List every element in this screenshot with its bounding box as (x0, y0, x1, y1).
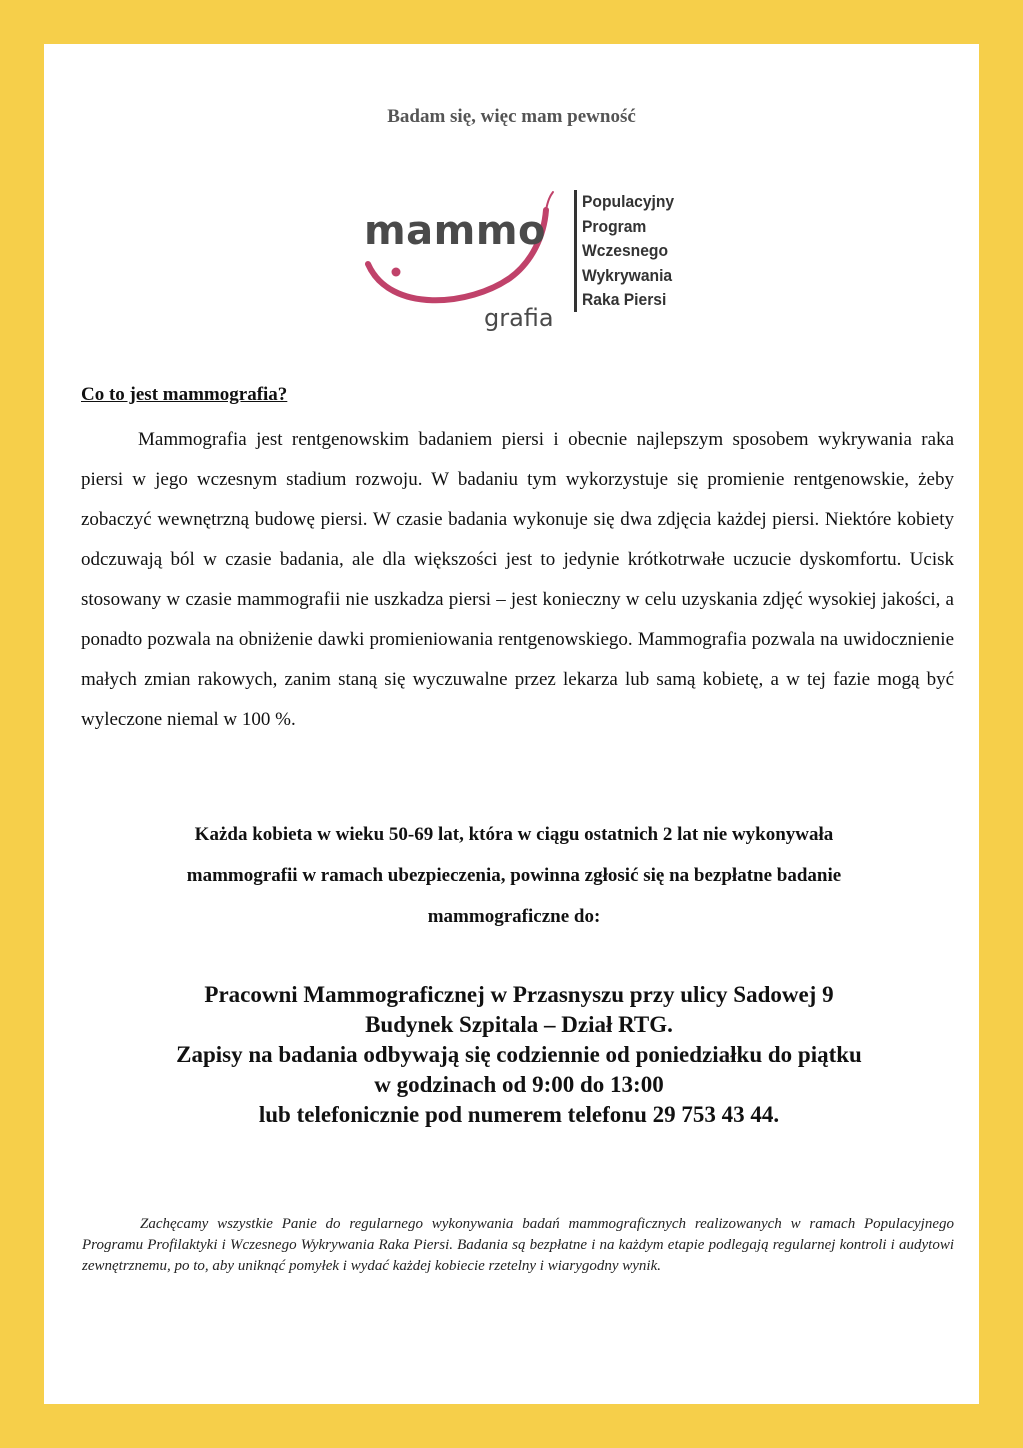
programme-line: Wczesnego (582, 241, 669, 260)
page-tagline: Badam się, więc mam pewność (387, 106, 636, 127)
section-title: Co to jest mammografia? (81, 384, 288, 405)
logo-word-grafia: grafia (484, 304, 554, 332)
eligibility-notice (104, 814, 924, 937)
contact-line: Zapisy na badania odbywają się codziennie od poniedziałku do piątku (176, 1042, 862, 1067)
programme-line: Populacyjny (582, 192, 675, 211)
eligibility-line: Każda kobieta w wieku 50-69 lat, która w ciągu ostatnich 2 lat nie wykonywała (194, 824, 834, 845)
footer-note: Zachęcamy wszystkie Panie do regularnego wykonywania badań mammograficznych realizowanych w ramach Populacyjnego Programu Profilaktyki i Wczesnego Wykrywania Raka Piersi. Badania są bezpłatne i na każdym etapie podlegają regularnej kontroli i audytowi zewnętrznemu, po to, aby uniknąć pomyłek i wydać każdej kobiecie rzetelny i wiarygodny wynik. (82, 1216, 954, 1274)
contact-line: Pracowni Mammograficznej w Przasnyszu przy ulicy Sadowej 9 (204, 982, 834, 1007)
contact-line: Budynek Szpitala – Dział RTG. (365, 1012, 673, 1037)
logo-word-mammo: mammo (364, 208, 547, 254)
mammografia-logo (360, 186, 690, 336)
logo-divider (574, 190, 577, 312)
programme-line: Raka Piersi (582, 290, 667, 309)
programme-line: Wykrywania (582, 265, 673, 285)
contact-info (44, 980, 994, 1130)
eligibility-line: mammografii w ramach ubezpieczenia, powinna zgłosić się na bezpłatne badanie (186, 865, 842, 886)
document-page (44, 44, 979, 1404)
eligibility-line: mammograficzne do: (427, 906, 601, 927)
logo-programme-name (582, 190, 682, 313)
contact-line: w godzinach od 9:00 do 13:00 (374, 1072, 664, 1097)
intro-paragraph: Mammografia jest rentgenowskim badaniem piersi i obecnie najlepszym sposobem wykrywania raka piersi w jego wczesnym stadium rozwoju. W badaniu tym wykorzystuje się promienie rentgenowskie, żeby zobaczyć wewnętrzną budowę piersi. W czasie badania wykonuje się dwa zdjęcia każdej piersi. Niektóre kobiety odczuwają ból w czasie badania, ale dla większości jest to jedynie krótkotrwałe uczucie dyskomfortu. Ucisk stosowany w czasie mammografii nie uszkadza piersi – jest konieczny w celu uzyskania zdjęć wysokiej jakości, a ponadto pozwala na obniżenie dawki promieniowania rentgenowskiego. Mammografia pozwala na uwidocznienie małych zmian rakowych, zanim staną się wyczuwalne przez lekarza lub samą kobietę, a w tej fazie mogą być wyleczone niemal w 100 %. (81, 429, 954, 730)
contact-phone-line: lub telefonicznie pod numerem telefonu 29 753 43 44. (258, 1102, 780, 1127)
programme-line: Program (582, 216, 647, 236)
